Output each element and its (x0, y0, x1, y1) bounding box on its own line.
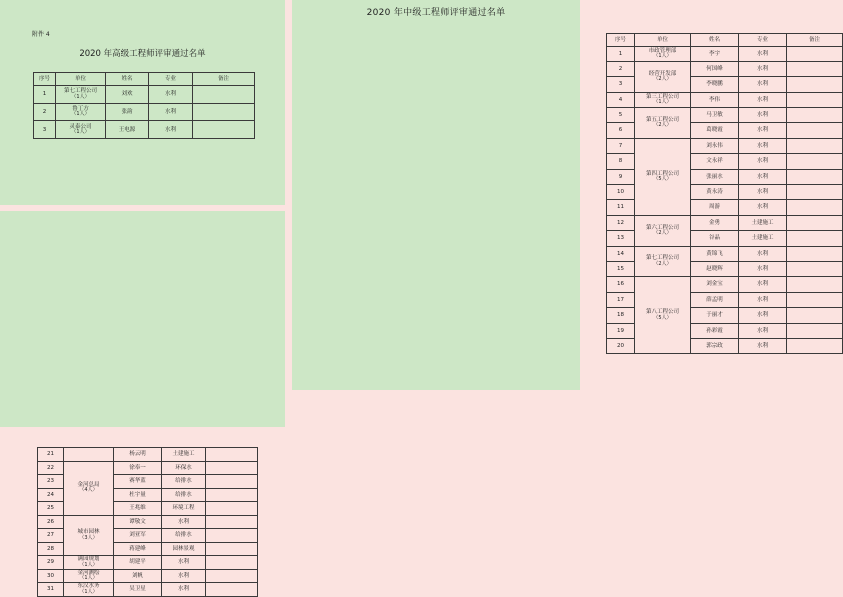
unit-name: 满园规划 (77, 556, 100, 563)
person-name: 刘欢 (106, 86, 149, 104)
person-name: 赛华蓝 (114, 475, 162, 489)
unit-count: （1人） (79, 561, 98, 568)
unit-name: 第六工程公司 (645, 224, 679, 231)
major-cell: 水利 (739, 77, 787, 92)
unit-name: 第五工程公司 (645, 116, 679, 123)
unit-name: 东汉水务 (77, 583, 100, 590)
unit-cell (635, 46, 691, 61)
major-cell: 水利 (162, 556, 206, 570)
note-cell (787, 169, 843, 184)
major-cell: 水利 (739, 277, 787, 292)
unit-cell (64, 556, 114, 570)
row-number: 4 (607, 92, 635, 107)
unit-name: 第三工程公司 (645, 93, 679, 100)
row-number: 1 (607, 46, 635, 61)
person-name: 蒋建峰 (114, 542, 162, 556)
unit-cell (64, 569, 114, 583)
row-number: 11 (607, 200, 635, 215)
major-cell: 水利 (149, 86, 193, 104)
major-cell: 环保水 (162, 461, 206, 475)
person-name: 黄永涛 (691, 185, 739, 200)
unit-count: （1人） (79, 588, 98, 595)
unit-count: （1人） (71, 129, 90, 135)
page-title: 2020 年高级工程师评审通过名单 (79, 49, 206, 59)
senior-engineer-table-continued (37, 447, 258, 597)
unit-count: （1人） (653, 99, 672, 106)
unit-cell (635, 92, 691, 107)
unit-count: （1人） (71, 93, 90, 100)
row-number: 2 (34, 103, 56, 121)
header-cell: 单位 (56, 73, 106, 86)
row-number: 8 (607, 154, 635, 169)
header-cell: 姓名 (106, 73, 149, 86)
note-cell (206, 515, 258, 529)
table-row (34, 121, 255, 139)
unit-name: 灵泰公司 (69, 123, 92, 130)
row-number: 12 (607, 215, 635, 230)
row-number: 10 (607, 185, 635, 200)
table-row (607, 108, 843, 123)
header-cell: 单位 (635, 34, 691, 47)
person-name: 刘亚军 (114, 529, 162, 543)
table-row (607, 92, 843, 107)
note-cell (787, 154, 843, 169)
row-number: 23 (38, 475, 64, 489)
unit-name: 第七工程公司 (63, 88, 97, 95)
major-cell: 水利 (739, 92, 787, 107)
unit-name: 第八工程公司 (645, 309, 679, 316)
person-name: 杜宇量 (114, 488, 162, 502)
major-cell: 环境工程 (162, 502, 206, 516)
page-senior-list (0, 0, 285, 205)
header-cell: 备注 (193, 73, 255, 86)
unit-name: 经营开发部 (648, 70, 677, 77)
major-cell: 水利 (739, 46, 787, 61)
row-number: 7 (607, 138, 635, 153)
row-number: 29 (38, 556, 64, 570)
header-cell: 专业 (149, 73, 193, 86)
major-cell: 园林景观 (162, 542, 206, 556)
unit-count: （4人） (79, 487, 98, 494)
note-cell (206, 556, 258, 570)
note-cell (787, 61, 843, 76)
table-row (38, 569, 258, 583)
person-name: 杨云明 (114, 448, 162, 462)
major-cell: 水利 (739, 123, 787, 138)
attachment-label: 附件 4 (32, 31, 50, 38)
major-cell: 水利 (149, 121, 193, 139)
row-number: 30 (38, 569, 64, 583)
major-cell: 水利 (739, 154, 787, 169)
row-number: 14 (607, 246, 635, 261)
note-cell (787, 138, 843, 153)
unit-cell (56, 121, 106, 139)
row-number: 18 (607, 308, 635, 323)
unit-cell (56, 103, 106, 121)
unit-name: 鲁丁方 (72, 106, 89, 112)
row-number: 13 (607, 231, 635, 246)
note-cell (787, 215, 843, 230)
unit-count: （2人） (653, 229, 672, 236)
unit-cell (64, 515, 114, 556)
unit-count: （2人） (653, 76, 672, 83)
note-cell (206, 488, 258, 502)
unit-name: 城市园林 (77, 529, 100, 536)
unit-name: 金河测绘 (77, 569, 100, 576)
row-number: 19 (607, 323, 635, 338)
major-cell: 给排水 (162, 475, 206, 489)
row-number: 3 (34, 121, 56, 139)
row-number: 27 (38, 529, 64, 543)
person-name: 文永祥 (691, 154, 739, 169)
senior-engineer-table (33, 72, 255, 139)
major-cell: 水利 (162, 583, 206, 597)
major-cell: 水利 (739, 308, 787, 323)
note-cell (787, 185, 843, 200)
note-cell (206, 542, 258, 556)
intermediate-engineer-table (606, 33, 843, 354)
major-cell: 水利 (739, 292, 787, 307)
row-number: 6 (607, 123, 635, 138)
person-name: 王电源 (106, 121, 149, 139)
person-name: 谷晶 (691, 231, 739, 246)
note-cell (206, 448, 258, 462)
unit-cell (635, 138, 691, 215)
person-name: 徐奉一 (114, 461, 162, 475)
row-number: 3 (607, 77, 635, 92)
person-name: 马卫敏 (691, 108, 739, 123)
table-row (607, 246, 843, 261)
person-name: 于丽才 (691, 308, 739, 323)
row-number: 5 (607, 108, 635, 123)
unit-name: 第七工程公司 (645, 255, 679, 262)
person-name: 李伟 (691, 92, 739, 107)
page-senior-list-continued (0, 211, 285, 595)
note-cell (787, 200, 843, 215)
person-name: 刘帆 (114, 569, 162, 583)
major-cell: 水利 (739, 323, 787, 338)
header-cell: 序号 (34, 73, 56, 86)
unit-name: 第四工程公司 (645, 170, 679, 177)
unit-count: （1人） (653, 52, 672, 59)
unit-count: （3人） (79, 534, 98, 541)
unit-cell (635, 215, 691, 246)
major-cell: 土建施工 (162, 448, 206, 462)
note-cell (787, 338, 843, 353)
major-cell: 水利 (739, 138, 787, 153)
major-cell: 水利 (739, 246, 787, 261)
note-cell (206, 569, 258, 583)
note-cell (206, 529, 258, 543)
row-number: 25 (38, 502, 64, 516)
person-name: 何国峰 (691, 61, 739, 76)
row-number: 28 (38, 542, 64, 556)
note-cell (787, 77, 843, 92)
row-number: 15 (607, 261, 635, 276)
row-number: 2 (607, 61, 635, 76)
major-cell: 水利 (739, 169, 787, 184)
person-name: 刘永伟 (691, 138, 739, 153)
table-row (34, 103, 255, 121)
table-row (607, 215, 843, 230)
person-name: 胡建平 (114, 556, 162, 570)
major-cell: 水利 (162, 569, 206, 583)
note-cell (787, 92, 843, 107)
person-name: 李宇 (691, 46, 739, 61)
unit-count: （5人） (653, 314, 672, 321)
unit-cell (56, 86, 106, 104)
person-name: 张韵 (106, 103, 149, 121)
person-name: 薛孟明 (691, 292, 739, 307)
unit-name: 市政管理部 (648, 47, 677, 54)
major-cell: 土建施工 (739, 215, 787, 230)
major-cell: 水利 (162, 515, 206, 529)
note-cell (193, 86, 255, 104)
note-cell (787, 308, 843, 323)
header-cell: 专业 (739, 34, 787, 47)
row-number: 17 (607, 292, 635, 307)
note-cell (193, 121, 255, 139)
major-cell: 水利 (739, 185, 787, 200)
table-row (34, 86, 255, 104)
unit-cell (635, 61, 691, 92)
unit-count: （1人） (71, 111, 90, 118)
table-row (38, 461, 258, 475)
table-row (38, 556, 258, 570)
row-number: 21 (38, 448, 64, 462)
unit-cell (635, 246, 691, 277)
unit-name: 金河总局 (77, 481, 100, 488)
unit-count: （2人） (653, 122, 672, 129)
person-name: 赵晓辉 (691, 261, 739, 276)
table-row (38, 515, 258, 529)
major-cell: 水利 (739, 261, 787, 276)
note-cell (787, 123, 843, 138)
note-cell (787, 108, 843, 123)
header-cell: 备注 (787, 34, 843, 47)
major-cell: 给排水 (162, 529, 206, 543)
row-number: 26 (38, 515, 64, 529)
note-cell (206, 583, 258, 597)
unit-cell (64, 448, 114, 462)
row-number: 20 (607, 338, 635, 353)
unit-cell (635, 108, 691, 139)
note-cell (787, 277, 843, 292)
unit-count: （2人） (653, 260, 672, 267)
note-cell (206, 461, 258, 475)
person-name: 刘金宝 (691, 277, 739, 292)
person-name: 谭敬文 (114, 515, 162, 529)
unit-cell (64, 583, 114, 597)
row-number: 1 (34, 86, 56, 104)
unit-cell (635, 277, 691, 354)
major-cell: 给排水 (162, 488, 206, 502)
note-cell (787, 323, 843, 338)
note-cell (787, 261, 843, 276)
note-cell (787, 292, 843, 307)
table-row (607, 277, 843, 292)
page-intermediate-list (292, 0, 820, 390)
table-row (38, 448, 258, 462)
row-number: 31 (38, 583, 64, 597)
page-title: 2020 年中级工程师评审通过名单 (366, 8, 506, 18)
row-number: 22 (38, 461, 64, 475)
major-cell: 土建施工 (739, 231, 787, 246)
note-cell (193, 103, 255, 121)
person-name: 金勇 (691, 215, 739, 230)
table-row (607, 46, 843, 61)
person-name: 周游 (691, 200, 739, 215)
unit-count: （5人） (653, 176, 672, 183)
person-name: 李晓鹏 (691, 77, 739, 92)
header-cell: 姓名 (691, 34, 739, 47)
table-header-row (34, 73, 255, 86)
major-cell: 水利 (739, 338, 787, 353)
table-header-row (607, 34, 843, 47)
unit-cell (64, 461, 114, 515)
note-cell (206, 502, 258, 516)
person-name: 孙彩霞 (691, 323, 739, 338)
note-cell (787, 231, 843, 246)
person-name: 黄锦飞 (691, 246, 739, 261)
person-name: 张丽水 (691, 169, 739, 184)
row-number: 16 (607, 277, 635, 292)
note-cell (787, 246, 843, 261)
person-name: 葛晓霞 (691, 123, 739, 138)
table-row (607, 61, 843, 76)
note-cell (206, 475, 258, 489)
table-row (38, 583, 258, 597)
header-cell: 序号 (607, 34, 635, 47)
major-cell: 水利 (739, 61, 787, 76)
major-cell: 水利 (149, 103, 193, 121)
person-name: 郭宗政 (691, 338, 739, 353)
person-name: 王兆维 (114, 502, 162, 516)
major-cell: 水利 (739, 108, 787, 123)
table-row (607, 138, 843, 153)
row-number: 9 (607, 169, 635, 184)
row-number: 24 (38, 488, 64, 502)
note-cell (787, 46, 843, 61)
major-cell: 水利 (739, 200, 787, 215)
person-name: 吴卫星 (114, 583, 162, 597)
unit-count: （1人） (79, 575, 98, 582)
